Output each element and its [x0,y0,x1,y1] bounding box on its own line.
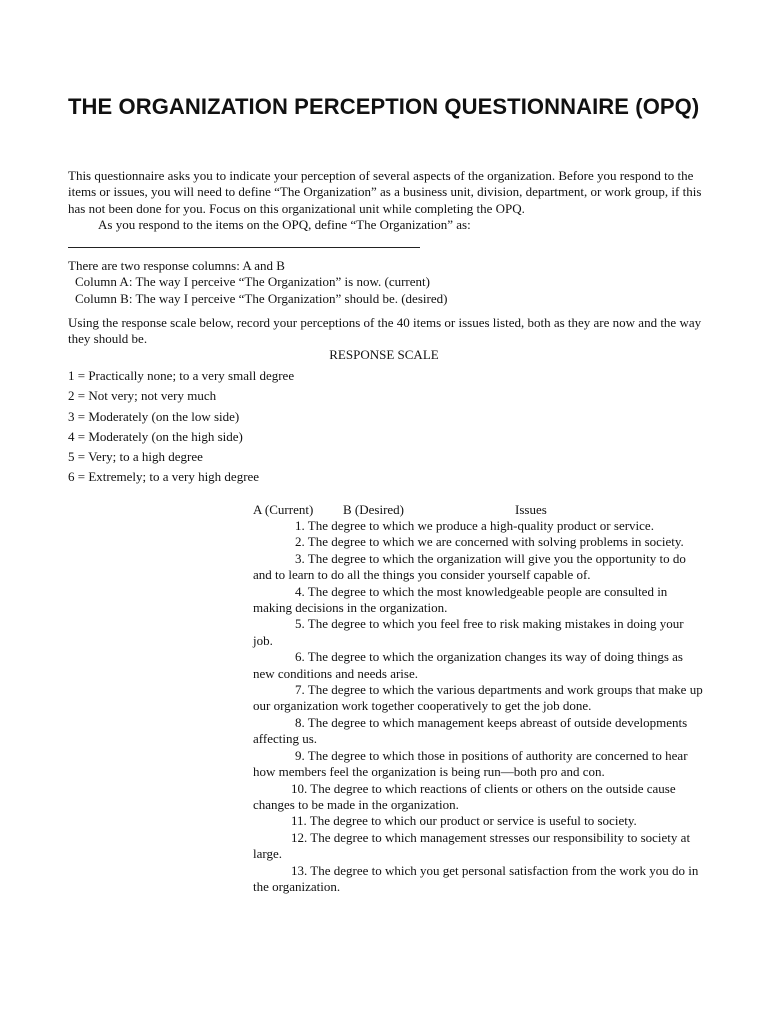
scale-level: 3 = Moderately (on the low side) [68,408,240,424]
issue-item: 1. The degree to which we produce a high-quality product or service. [295,518,654,533]
intro-section [68,168,708,234]
issue-item: 3. The degree to which the organization will give you the opportunity to do and to learn to do all the things you consider yourself capable of. [253,550,686,583]
issue-item: 9. The degree to which those in positions of authority are concerned to hear how members feel the organization is being run—both pro and con. [253,747,688,780]
issue-item: 2. The degree to which we are concerned with solving problems in society. [295,534,684,550]
issue-item: 8. The degree to which management keeps abreast of outside developments affecting us. [253,714,688,747]
response-scale-list [68,368,468,490]
column-b-header: B (Desired) [343,502,405,517]
scale-level: 5 = Very; to a high degree [68,449,203,465]
issue-item: 5. The degree to which you feel free to risk making mistakes in doing your job. [253,616,684,648]
column-a-header: A (Current) [253,502,314,517]
page-title: THE ORGANIZATION PERCEPTION QUESTIONNAIRE (OPQ) [68,94,700,119]
response-columns [68,258,708,307]
scale-level: 1 = Practically none; to a very small degree [68,368,295,383]
issue-item: 7. The degree to which the various departments and work groups that make up our organization work together cooperatively to get the job done. [253,682,703,714]
issue-item: 12. The degree to which management stresses our responsibility to society at large. [253,829,691,862]
issues-list [253,518,703,895]
issue-item: 13. The degree to which you get personal satisfaction from the work you do in the organization. [253,862,699,894]
issue-item: 4. The degree to which the most knowledgeable people are consulted in making decisions in the organization. [253,583,668,616]
column-a-description: Column A: The way I perceive “The Organization” is now. (current) [75,274,430,290]
define-prompt: As you respond to the items on the OPQ, define “The Organization” as: [98,217,471,233]
scale-level: 6 = Extremely; to a very high degree [68,469,260,485]
scale-level: 4 = Moderately (on the high side) [68,428,243,444]
response-columns-intro: There are two response columns: A and B [68,258,285,273]
usage-instructions: Using the response scale below, record your perceptions of the 40 items or issues listed, both as they are now and the way they should be. [68,315,702,347]
definition-blank-line [68,247,420,248]
issues-header: Issues [515,502,547,517]
issue-item: 6. The degree to which the organization changes its way of doing things as new conditions and needs arise. [253,649,683,681]
response-scale-title: RESPONSE SCALE [329,347,439,362]
intro-paragraph: This questionnaire asks you to indicate your perception of several aspects of the organization. Before you respond to the items or issues, you will need to define “The Organization” as a business unit, division, department, or work group, if this has not been done for you. Focus on this organizational unit while completing the OPQ. [68,168,702,216]
issue-item: 10. The degree to which reactions of clients or others on the outside cause changes to be made in the organization. [253,780,676,812]
items-table-header [253,502,713,519]
scale-level: 2 = Not very; not very much [68,388,217,404]
issue-item: 11. The degree to which our product or service is useful to society. [291,813,637,829]
column-b-description: Column B: The way I perceive “The Organization” should be. (desired) [75,290,448,306]
